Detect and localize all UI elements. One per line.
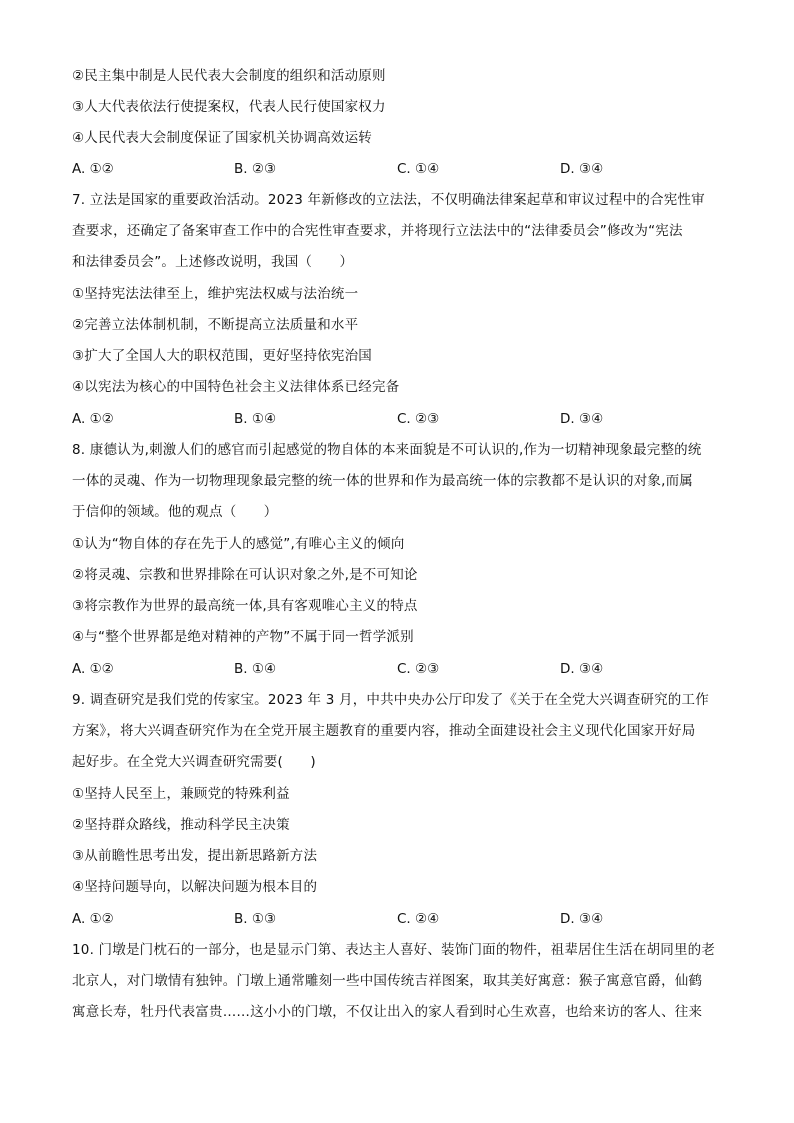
q8-item-3: ③将宗教作为世界的最高统一体,具有客观唯心主义的特点 bbox=[72, 598, 418, 614]
q7-option-d[interactable]: D. ③④ bbox=[560, 411, 604, 427]
q9-stem-line-2: 方案》，将大兴调查研究作为在全党开展主题教育的重要内容，推动全面建设社会主义现代化国家开好局 bbox=[72, 723, 696, 739]
q7-item-3: ③扩大了全国人大的职权范围，更好坚持依宪治国 bbox=[72, 348, 373, 364]
q9-stem-line-1: 9. 调查研究是我们党的传家宝。2023 年 3 月，中共中央办公厅印发了《关于在全党大兴调查研究的工作 bbox=[72, 692, 709, 708]
q6-item-2: ②民主集中制是人民代表大会制度的组织和活动原则 bbox=[72, 68, 386, 84]
q7-item-1: ①坚持宪法法律至上，维护宪法权威与法治统一 bbox=[72, 286, 359, 302]
q6-option-c[interactable]: C. ①④ bbox=[397, 161, 440, 177]
q6-option-a[interactable]: A. ①② bbox=[72, 161, 114, 177]
q9-stem-line-3: 起好步。在全党大兴调查研究需要( ) bbox=[72, 754, 316, 770]
q6-option-b[interactable]: B. ②③ bbox=[234, 161, 277, 177]
q9-option-a[interactable]: A. ①② bbox=[72, 911, 114, 927]
q8-stem-line-3: 于信仰的领域。他的观点（ ） bbox=[72, 504, 278, 520]
q7-option-c[interactable]: C. ②③ bbox=[397, 411, 440, 427]
q7-stem-line-1: 7. 立法是国家的重要政治活动。2023 年新修改的立法法，不仅明确法律案起草和审议过程中的合宪性审 bbox=[72, 192, 705, 208]
q7-item-2: ②完善立法体制机制，不断提高立法质量和水平 bbox=[72, 317, 359, 333]
q10-stem-line-1: 10. 门墩是门枕石的一部分，也是显示门第、表达主人喜好、装饰门面的物件，祖辈居住生活在胡同里的老 bbox=[72, 942, 716, 958]
q8-options bbox=[72, 659, 732, 679]
q7-stem-line-2: 查要求，还确定了备案审查工作中的合宪性审查要求，并将现行立法法中的“法律委员会”修改为“宪法 bbox=[72, 223, 683, 239]
q9-option-d[interactable]: D. ③④ bbox=[560, 911, 604, 927]
q8-stem-line-2: 一体的灵魂、作为一切物理现象最完整的统一体的世界和作为最高统一体的宗教都不是认识的对象,而属 bbox=[72, 473, 693, 489]
q6-options bbox=[72, 159, 732, 179]
q8-option-c[interactable]: C. ②③ bbox=[397, 661, 440, 677]
q9-option-c[interactable]: C. ②④ bbox=[397, 911, 440, 927]
q9-item-1: ①坚持人民至上，兼顾党的特殊利益 bbox=[72, 786, 290, 802]
q9-options bbox=[72, 909, 732, 929]
q9-item-4: ④坚持问题导向，以解决问题为根本目的 bbox=[72, 879, 318, 895]
q7-option-b[interactable]: B. ①④ bbox=[234, 411, 277, 427]
q9-option-b[interactable]: B. ①③ bbox=[234, 911, 277, 927]
q9-item-2: ②坚持群众路线，推动科学民主决策 bbox=[72, 817, 290, 833]
q7-option-a[interactable]: A. ①② bbox=[72, 411, 114, 427]
q6-option-d[interactable]: D. ③④ bbox=[560, 161, 604, 177]
q8-item-1: ①认为“物自体的存在先于人的感觉”,有唯心主义的倾向 bbox=[72, 536, 405, 552]
q7-options bbox=[72, 409, 732, 429]
q10-stem-line-3: 寓意长寿，牡丹代表富贵……这小小的门墩，不仅让出入的家人看到时心生欢喜，也给来访的客人、往来 bbox=[72, 1004, 703, 1020]
q6-item-4: ④人民代表大会制度保证了国家机关协调高效运转 bbox=[72, 130, 373, 146]
q7-item-4: ④以宪法为核心的中国特色社会主义法律体系已经完备 bbox=[72, 379, 400, 395]
q8-option-a[interactable]: A. ①② bbox=[72, 661, 114, 677]
q9-item-3: ③从前瞻性思考出发，提出新思路新方法 bbox=[72, 848, 318, 864]
q8-stem-line-1: 8. 康德认为,刺激人们的感官而引起感觉的物自体的本来面貌是不可认识的,作为一切精神现象最完整的统 bbox=[72, 442, 702, 458]
q8-option-d[interactable]: D. ③④ bbox=[560, 661, 604, 677]
q10-stem-line-2: 北京人，对门墩情有独钟。门墩上通常雕刻一些中国传统吉祥图案，取其美好寓意：猴子寓意官爵，仙鹤 bbox=[72, 973, 703, 989]
q7-stem-line-3: 和法律委员会”。上述修改说明，我国（ ） bbox=[72, 254, 354, 270]
q8-item-4: ④与“整个世界都是绝对精神的产物”不属于同一哲学派别 bbox=[72, 629, 414, 645]
q8-option-b[interactable]: B. ①④ bbox=[234, 661, 277, 677]
q6-item-3: ③人大代表依法行使提案权，代表人民行使国家权力 bbox=[72, 99, 386, 115]
q8-item-2: ②将灵魂、宗教和世界排除在可认识对象之外,是不可知论 bbox=[72, 567, 418, 583]
